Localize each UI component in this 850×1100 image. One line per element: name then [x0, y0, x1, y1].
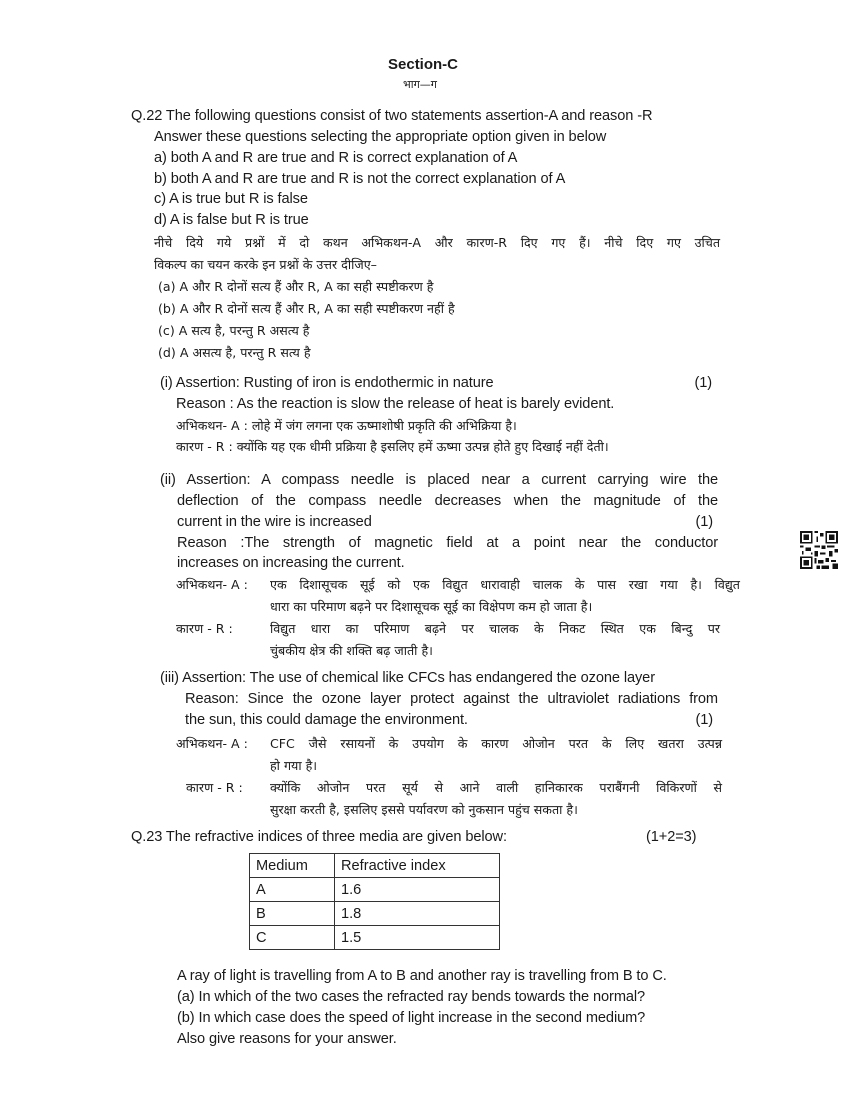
- q23-question-a: (a) In which of the two cases the refracted ray bends towards the normal?: [177, 989, 646, 1005]
- q22-ii-assertion-3-text: current in the wire is increased: [177, 514, 372, 530]
- section-title: Section-C: [388, 56, 459, 73]
- refractive-index-table: [249, 853, 500, 950]
- q22-ii-reason-label-hindi: कारण - R :: [176, 621, 233, 636]
- q23-question-b: (b) In which case does the speed of light increase in the second medium?: [177, 1010, 646, 1026]
- q22-ii-assertion-2: deflection of the compass needle decreases when the magnitude of the: [177, 493, 718, 509]
- table-cell-medium: C: [250, 926, 335, 950]
- q22-i-assertion-text: (i) Assertion: Rusting of iron is endothermic in nature: [160, 375, 494, 391]
- q23-question-note: Also give reasons for your answer.: [177, 1031, 397, 1047]
- q22-option-hindi-c: (c) A सत्य है, परन्तु R असत्य है: [158, 323, 310, 338]
- table-cell-medium: B: [250, 902, 335, 926]
- q22-ii-assertion-hindi-1: एक दिशासूचक सूई को एक विद्युत धारावाही चालक के पास रखा गया है। विद्युत: [270, 577, 740, 592]
- q22-option-hindi-b: (b) A और R दोनों सत्य हैं और R, A का सही स्पष्टीकरण नहीं है: [158, 301, 455, 316]
- table-cell-index: 1.6: [335, 878, 500, 902]
- q22-iii-assertion: (iii) Assertion: The use of chemical like CFCs has endangered the ozone layer: [160, 670, 655, 686]
- q22-ii-reason-1: Reason :The strength of magnetic field at a point near the conductor: [177, 535, 718, 551]
- q22-intro-hindi-2: विकल्प का चयन करके इन प्रश्नों के उत्तर दीजिए–: [154, 257, 377, 272]
- table-cell-index: 1.5: [335, 926, 500, 950]
- table-header-row: [250, 854, 500, 878]
- q22-ii-assertion-hindi-2: धारा का परिमाण बढ़ने पर दिशासूचक सूई का विक्षेपण कम हो जाता है।: [270, 599, 593, 614]
- q22-iii-reason-hindi-1: क्योंकि ओजोन परत सूर्य से आने वाली हानिकारक पराबैंगनी विकिरणों से: [270, 780, 722, 795]
- q23-question-line-1: A ray of light is travelling from A to B and another ray is travelling from B to C.: [177, 968, 667, 984]
- q23-heading: Q.23 The refractive indices of three media are given below:: [131, 829, 507, 845]
- q22-i-reason-hindi: कारण - R : क्योंकि यह एक धीमी प्रक्रिया है इसलिए हमें ऊष्मा उत्पन्न होते हुए दिखाई नहीं देती।: [176, 439, 609, 454]
- q22-option-hindi-d: (d) A असत्य है, परन्तु R सत्य है: [158, 345, 311, 360]
- q22-iii-reason-2: [185, 712, 713, 728]
- q22-ii-assertion-1: (ii) Assertion: A compass needle is placed near a current carrying wire the: [160, 472, 718, 488]
- q22-ii-reason-2: increases on increasing the current.: [177, 555, 405, 571]
- table-row: [250, 926, 500, 950]
- q22-ii-marks: (1): [695, 514, 713, 530]
- section-subtitle-hindi: भाग—ग: [403, 78, 437, 91]
- q22-iii-assertion-label-hindi: अभिकथन- A :: [176, 736, 248, 751]
- q22-iii-reason-1: Reason: Since the ozone layer protect against the ultraviolet radiations from: [185, 691, 718, 707]
- q22-option-b: b) both A and R are true and R is not the correct explanation of A: [154, 171, 566, 187]
- q23-marks: (1+2=3): [646, 829, 697, 845]
- table-row: [250, 878, 500, 902]
- table-header-refractive-index: Refractive index: [335, 854, 500, 878]
- q22-option-a: a) both A and R are true and R is correct explanation of A: [154, 150, 518, 166]
- q22-intro: Answer these questions selecting the appropriate option given in below: [154, 129, 607, 145]
- q22-option-c: c) A is true but R is false: [154, 191, 308, 207]
- table-header-medium: Medium: [250, 854, 335, 878]
- table-cell-medium: A: [250, 878, 335, 902]
- q22-iii-assertion-hindi-1: CFC जैसे रसायनों के उपयोग के कारण ओजोन परत के लिए खतरा उत्पन्न: [270, 736, 722, 751]
- q22-heading: Q.22 The following questions consist of two statements assertion-A and reason -R: [131, 108, 653, 124]
- table-cell-index: 1.8: [335, 902, 500, 926]
- q22-iii-reason-hindi-2: सुरक्षा करती है, इसलिए इससे पर्यावरण को नुकसान पहुंच सकता है।: [270, 802, 578, 817]
- q22-intro-hindi-1: नीचे दिये गये प्रश्नों में दो कथन अभिकथन-A और कारण-R दिए गए हैं। नीचे दिए गए उचित: [154, 235, 720, 250]
- q22-i-marks: (1): [694, 375, 712, 391]
- qr-code-icon: [800, 531, 838, 569]
- q22-ii-reason-hindi-2: चुंबकीय क्षेत्र की शक्ति बढ़ जाती है।: [270, 643, 433, 658]
- q22-ii-assertion-3: [177, 514, 713, 530]
- q22-i-reason: Reason : As the reaction is slow the release of heat is barely evident.: [176, 396, 615, 412]
- q22-option-d: d) A is false but R is true: [154, 212, 309, 228]
- q22-i-assertion: [160, 375, 712, 391]
- q22-iii-marks: (1): [695, 712, 713, 728]
- q22-i-assertion-hindi: अभिकथन- A : लोहे में जंग लगना एक ऊष्माशोषी प्रकृति की अभिक्रिया है।: [176, 418, 517, 433]
- q22-iii-assertion-hindi-2: हो गया है।: [270, 758, 318, 773]
- q22-option-hindi-a: (a) A और R दोनों सत्य हैं और R, A का सही स्पष्टीकरण है: [158, 279, 434, 294]
- table-row: [250, 902, 500, 926]
- q22-iii-reason-2-text: the sun, this could damage the environment.: [185, 712, 468, 728]
- q22-ii-reason-hindi-1: विद्युत धारा का परिमाण बढ़ने पर चालक के निकट स्थित एक बिन्दु पर: [270, 621, 720, 636]
- q22-ii-assertion-label-hindi: अभिकथन- A :: [176, 577, 248, 592]
- q22-iii-reason-label-hindi: कारण - R :: [186, 780, 243, 795]
